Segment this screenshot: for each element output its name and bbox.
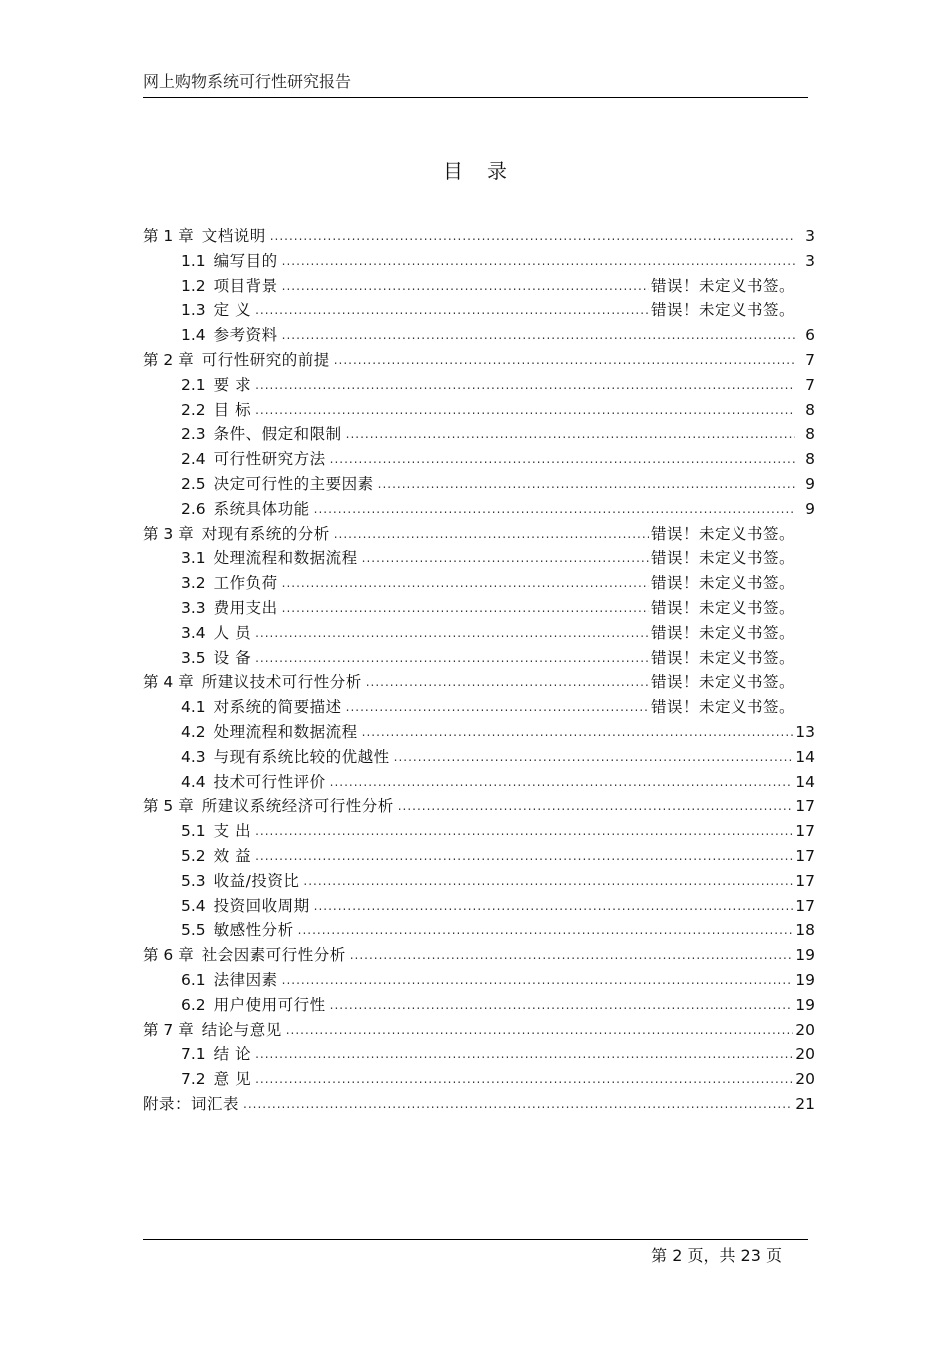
toc-entry-title: 支 出 bbox=[213, 822, 252, 841]
toc-dot-leader bbox=[346, 695, 649, 720]
toc-entry-section[interactable] bbox=[143, 249, 815, 274]
toc-dot-leader bbox=[255, 646, 649, 671]
toc-entry-number: 1.1 bbox=[181, 251, 206, 270]
toc-entry-chapter[interactable] bbox=[143, 794, 815, 819]
toc-entry-number: 3.5 bbox=[181, 648, 206, 667]
toc-entry-number: 第 6 章 bbox=[143, 946, 194, 965]
toc-dot-leader bbox=[366, 670, 649, 695]
toc-entry-page: 8 bbox=[805, 450, 815, 469]
toc-entry-title: 结论与意见 bbox=[201, 1020, 282, 1039]
toc-entry-section[interactable] bbox=[143, 894, 815, 919]
toc-entry-page: 错误！未定义书签。 bbox=[650, 673, 795, 692]
toc-entry-section[interactable] bbox=[143, 596, 815, 621]
toc-entry-title: 系统具体功能 bbox=[213, 499, 310, 518]
toc-entry-title: 与现有系统比较的优越性 bbox=[213, 747, 390, 766]
toc-entry-page: 14 bbox=[795, 772, 815, 791]
toc-dot-leader bbox=[303, 869, 793, 894]
toc-entry-number: 1.2 bbox=[181, 276, 206, 295]
toc-entry-number: 3.1 bbox=[181, 549, 206, 568]
toc-entry-number: 4.2 bbox=[181, 722, 206, 741]
toc-dot-leader bbox=[270, 224, 795, 249]
toc-entry-title: 项目背景 bbox=[213, 276, 278, 295]
toc-entry-page: 20 bbox=[795, 1070, 815, 1089]
toc-entry-title: 编写目的 bbox=[213, 251, 278, 270]
toc-entry-section[interactable] bbox=[143, 819, 815, 844]
toc-entry-number: 5.5 bbox=[181, 921, 206, 940]
toc-dot-leader bbox=[346, 422, 795, 447]
toc-entry-chapter[interactable] bbox=[143, 943, 815, 968]
page-number: 第 2 页，共 23 页 bbox=[651, 1246, 782, 1265]
toc-dot-leader bbox=[255, 298, 649, 323]
toc-entry-page: 错误！未定义书签。 bbox=[650, 549, 795, 568]
toc-entry-chapter[interactable] bbox=[143, 522, 815, 547]
toc-dot-leader bbox=[298, 918, 794, 943]
toc-entry-number: 6.2 bbox=[181, 995, 206, 1014]
toc-entry-page: 17 bbox=[795, 896, 815, 915]
toc-entry-page: 错误！未定义书签。 bbox=[650, 648, 795, 667]
toc-entry-number: 3.4 bbox=[181, 623, 206, 642]
toc-entry-section[interactable] bbox=[143, 1042, 815, 1067]
toc-entry-section[interactable] bbox=[143, 993, 815, 1018]
toc-dot-leader bbox=[362, 720, 794, 745]
toc-entry-title: 处理流程和数据流程 bbox=[213, 722, 358, 741]
toc-entry-page: 19 bbox=[795, 946, 815, 965]
toc-dot-leader bbox=[282, 968, 794, 993]
toc-entry-title: 参考资料 bbox=[213, 326, 278, 345]
toc-entry-page: 19 bbox=[795, 995, 815, 1014]
toc-entry-number: 4.4 bbox=[181, 772, 206, 791]
toc-entry-chapter[interactable] bbox=[143, 224, 815, 249]
toc-entry-page: 6 bbox=[805, 326, 815, 345]
toc-entry-title: 社会因素可行性分析 bbox=[201, 946, 346, 965]
toc-entry-title: 投资回收周期 bbox=[213, 896, 310, 915]
toc-entry-section[interactable] bbox=[143, 422, 815, 447]
toc-dot-leader bbox=[255, 1042, 793, 1067]
toc-entry-page: 7 bbox=[805, 350, 815, 369]
toc-entry-title: 可行性研究的前提 bbox=[201, 350, 330, 369]
toc-entry-section[interactable] bbox=[143, 869, 815, 894]
toc-dot-leader bbox=[255, 844, 793, 869]
toc-dot-leader bbox=[286, 1018, 794, 1043]
toc-entry-number: 3.3 bbox=[181, 598, 206, 617]
toc-entry-number: 3.2 bbox=[181, 574, 206, 593]
toc-entry-title: 目 标 bbox=[213, 400, 252, 419]
toc-entry-number: 7.2 bbox=[181, 1070, 206, 1089]
toc-entry-title: 决定可行性的主要因素 bbox=[213, 474, 374, 493]
toc-entry-title: 收益/投资比 bbox=[213, 871, 300, 890]
toc-entry-page: 17 bbox=[795, 797, 815, 816]
toc-entry-page: 17 bbox=[795, 846, 815, 865]
toc-entry-title: 处理流程和数据流程 bbox=[213, 549, 358, 568]
toc-entry-page: 17 bbox=[795, 871, 815, 890]
toc-entry-section[interactable] bbox=[143, 447, 815, 472]
toc-entry-title: 可行性研究方法 bbox=[213, 450, 326, 469]
toc-entry-page: 错误！未定义书签。 bbox=[650, 276, 795, 295]
toc-entry-title: 设 备 bbox=[213, 648, 252, 667]
toc-entry-section[interactable] bbox=[143, 497, 815, 522]
toc-entry-section[interactable] bbox=[143, 621, 815, 646]
toc-entry-page: 17 bbox=[795, 822, 815, 841]
toc-entry-page: 20 bbox=[795, 1020, 815, 1039]
toc-entry-chapter[interactable] bbox=[143, 670, 815, 695]
toc-dot-leader bbox=[282, 274, 649, 299]
toc-entry-title: 意 见 bbox=[213, 1070, 252, 1089]
toc-entry-number: 第 2 章 bbox=[143, 350, 194, 369]
toc-dot-leader bbox=[243, 1092, 793, 1117]
toc-entry-section[interactable] bbox=[143, 298, 815, 323]
toc-entry-title: 定 义 bbox=[213, 301, 252, 320]
toc-dot-leader bbox=[334, 522, 649, 547]
toc-entry-page: 8 bbox=[805, 400, 815, 419]
toc-entry-section[interactable] bbox=[143, 398, 815, 423]
toc-entry-chapter[interactable] bbox=[143, 1092, 815, 1117]
toc-entry-page: 3 bbox=[805, 227, 815, 245]
toc-dot-leader bbox=[255, 398, 795, 423]
toc-entry-number: 第 7 章 bbox=[143, 1020, 194, 1039]
toc-entry-title: 条件、假定和限制 bbox=[213, 425, 342, 444]
toc-entry-section[interactable] bbox=[143, 571, 815, 596]
toc-entry-number: 7.1 bbox=[181, 1045, 206, 1064]
toc-entry-section[interactable] bbox=[143, 1067, 815, 1092]
toc-entry-number: 第 1 章 bbox=[143, 227, 194, 245]
toc-entry-number: 第 4 章 bbox=[143, 673, 194, 692]
toc-entry-number: 5.4 bbox=[181, 896, 206, 915]
toc-entry-number: 4.1 bbox=[181, 698, 206, 717]
toc-dot-leader bbox=[282, 249, 795, 274]
toc-entry-number: 2.2 bbox=[181, 400, 206, 419]
toc-entry-number: 2.6 bbox=[181, 499, 206, 518]
toc-dot-leader bbox=[255, 621, 649, 646]
toc-entry-number: 2.3 bbox=[181, 425, 206, 444]
toc-entry-page: 错误！未定义书签。 bbox=[650, 574, 795, 593]
toc-entry-title: 对系统的简要描述 bbox=[213, 698, 342, 717]
toc-heading: 目录 bbox=[443, 159, 531, 183]
toc-entry-page: 错误！未定义书签。 bbox=[650, 301, 795, 320]
toc-entry-page: 9 bbox=[805, 499, 815, 518]
toc-dot-leader bbox=[314, 497, 795, 522]
table-of-contents bbox=[143, 224, 815, 1117]
toc-dot-leader bbox=[282, 571, 649, 596]
toc-entry-title: 所建议系统经济可行性分析 bbox=[201, 797, 394, 816]
toc-entry-title: 敏感性分析 bbox=[213, 921, 294, 940]
toc-entry-number: 6.1 bbox=[181, 970, 206, 989]
footer-divider bbox=[143, 1239, 808, 1240]
toc-entry-number: 4.3 bbox=[181, 747, 206, 766]
toc-entry-page: 3 bbox=[805, 251, 815, 270]
toc-entry-section[interactable] bbox=[143, 646, 815, 671]
toc-entry-title: 人 员 bbox=[213, 623, 252, 642]
toc-dot-leader bbox=[378, 472, 795, 497]
toc-dot-leader bbox=[314, 894, 794, 919]
toc-entry-number: 2.5 bbox=[181, 474, 206, 493]
toc-dot-leader bbox=[330, 447, 795, 472]
toc-entry-number: 5.3 bbox=[181, 871, 206, 890]
header-divider bbox=[143, 97, 808, 98]
toc-entry-section[interactable] bbox=[143, 770, 815, 795]
toc-dot-leader bbox=[398, 794, 794, 819]
toc-dot-leader bbox=[255, 373, 795, 398]
toc-entry-number: 第 3 章 bbox=[143, 524, 194, 543]
toc-entry-number: 第 5 章 bbox=[143, 797, 194, 816]
toc-dot-leader bbox=[282, 596, 649, 621]
toc-entry-number: 1.3 bbox=[181, 301, 206, 320]
toc-entry-page: 错误！未定义书签。 bbox=[650, 598, 795, 617]
running-header-title: 网上购物系统可行性研究报告 bbox=[143, 72, 352, 91]
toc-dot-leader bbox=[334, 348, 795, 373]
toc-entry-title: 结 论 bbox=[213, 1045, 252, 1064]
toc-entry-page: 9 bbox=[805, 474, 815, 493]
toc-entry-title: 工作负荷 bbox=[213, 574, 278, 593]
toc-entry-page: 20 bbox=[795, 1045, 815, 1064]
toc-dot-leader bbox=[255, 819, 793, 844]
toc-entry-title: 文档说明 bbox=[201, 227, 266, 245]
toc-dot-leader bbox=[282, 323, 795, 348]
toc-dot-leader bbox=[255, 1067, 793, 1092]
toc-entry-section[interactable] bbox=[143, 844, 815, 869]
toc-entry-section[interactable] bbox=[143, 745, 815, 770]
toc-entry-page: 7 bbox=[805, 375, 815, 394]
toc-entry-page: 18 bbox=[795, 921, 815, 940]
toc-entry-section[interactable] bbox=[143, 546, 815, 571]
toc-dot-leader bbox=[330, 770, 794, 795]
toc-entry-number: 1.4 bbox=[181, 326, 206, 345]
toc-dot-leader bbox=[362, 546, 649, 571]
toc-entry-title: 附录：词汇表 bbox=[143, 1094, 240, 1113]
toc-dot-leader bbox=[330, 993, 794, 1018]
toc-dot-leader bbox=[350, 943, 794, 968]
toc-entry-section[interactable] bbox=[143, 918, 815, 943]
toc-entry-page: 错误！未定义书签。 bbox=[650, 698, 795, 717]
toc-entry-number: 5.1 bbox=[181, 822, 206, 841]
toc-entry-section[interactable] bbox=[143, 274, 815, 299]
toc-entry-section[interactable] bbox=[143, 323, 815, 348]
toc-entry-section[interactable] bbox=[143, 373, 815, 398]
toc-entry-title: 要 求 bbox=[213, 375, 252, 394]
toc-entry-title: 费用支出 bbox=[213, 598, 278, 617]
toc-entry-section[interactable] bbox=[143, 720, 815, 745]
toc-entry-section[interactable] bbox=[143, 472, 815, 497]
toc-entry-chapter[interactable] bbox=[143, 348, 815, 373]
toc-entry-title: 用户使用可行性 bbox=[213, 995, 326, 1014]
toc-entry-page: 错误！未定义书签。 bbox=[650, 623, 795, 642]
toc-entry-number: 5.2 bbox=[181, 846, 206, 865]
toc-entry-title: 所建议技术可行性分析 bbox=[201, 673, 362, 692]
toc-entry-chapter[interactable] bbox=[143, 1018, 815, 1043]
toc-entry-page: 错误！未定义书签。 bbox=[650, 524, 795, 543]
toc-entry-page: 8 bbox=[805, 425, 815, 444]
toc-entry-page: 21 bbox=[795, 1094, 815, 1113]
toc-entry-page: 19 bbox=[795, 970, 815, 989]
toc-entry-section[interactable] bbox=[143, 968, 815, 993]
toc-entry-page: 14 bbox=[795, 747, 815, 766]
toc-entry-page: 13 bbox=[795, 722, 815, 741]
toc-entry-section[interactable] bbox=[143, 695, 815, 720]
toc-entry-number: 2.4 bbox=[181, 450, 206, 469]
toc-entry-title: 法律因素 bbox=[213, 970, 278, 989]
toc-entry-title: 技术可行性评价 bbox=[213, 772, 326, 791]
toc-dot-leader bbox=[394, 745, 794, 770]
toc-entry-number: 2.1 bbox=[181, 375, 206, 394]
toc-entry-title: 对现有系统的分析 bbox=[201, 524, 330, 543]
toc-entry-title: 效 益 bbox=[213, 846, 252, 865]
